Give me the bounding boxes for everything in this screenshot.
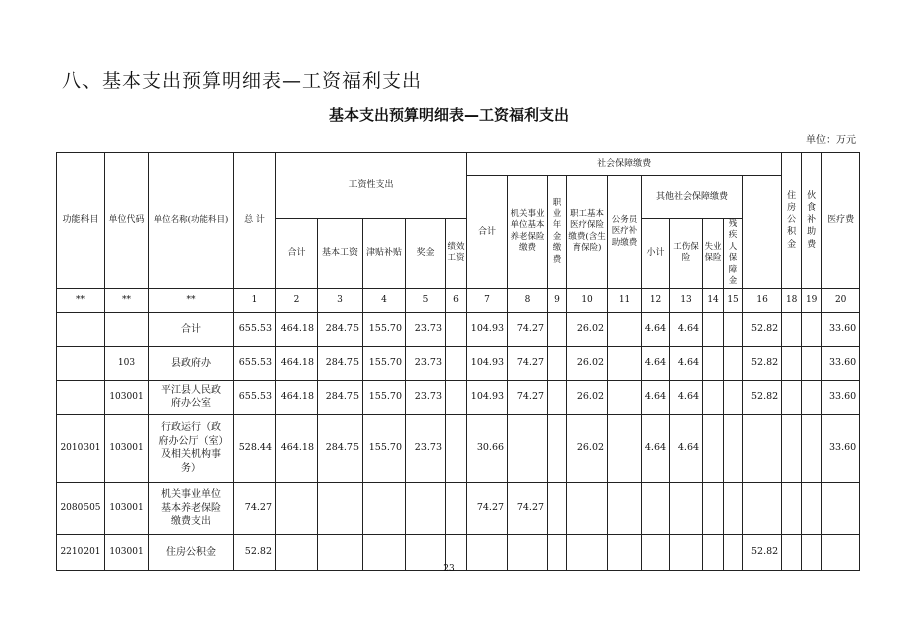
meal-subsidy-cell <box>782 482 802 534</box>
func-subject-cell: 2210201 <box>57 534 105 570</box>
index-cell: 6 <box>446 288 467 312</box>
social-subtotal-cell: 104.93 <box>467 312 508 346</box>
civil-servant-medical-cell <box>608 346 642 380</box>
index-cell: 15 <box>724 288 743 312</box>
wage-subtotal-cell: 464.18 <box>276 414 318 482</box>
annuity-cell <box>548 312 567 346</box>
disability-cell <box>724 380 743 414</box>
social-subtotal-cell: 74.27 <box>467 482 508 534</box>
meal-subsidy-cell <box>782 414 802 482</box>
header-housing-fund: 住房公积金 <box>782 153 802 289</box>
housing-fund-cell: 52.82 <box>743 380 782 414</box>
unemployment-cell <box>703 380 724 414</box>
budget-table <box>56 152 860 571</box>
header-occupational-annuity: 职业年金缴费 <box>548 176 567 289</box>
performance-wage-cell <box>446 414 467 482</box>
header-wage-group: 工资性支出 <box>276 153 467 219</box>
header-meal-subsidy: 伙食补助费 <box>802 153 822 289</box>
header-allowance: 津贴补贴 <box>363 219 406 289</box>
injury-insurance-cell: 4.64 <box>670 380 703 414</box>
index-cell: ** <box>105 288 149 312</box>
medical-insurance-cell: 26.02 <box>567 346 608 380</box>
bonus-cell: 23.73 <box>406 414 446 482</box>
index-cell: 18 <box>782 288 802 312</box>
header-unemployment-insurance: 失业保险 <box>703 219 724 289</box>
func-subject-cell <box>57 346 105 380</box>
unit-name-cell: 合计 <box>149 312 234 346</box>
header-func-subject: 功能科目 <box>57 153 105 289</box>
func-subject-cell: 2010301 <box>57 414 105 482</box>
index-cell: 12 <box>642 288 670 312</box>
unit-name-cell: 县政府办 <box>149 346 234 380</box>
disability-cell <box>724 312 743 346</box>
basic-wage-cell: 284.75 <box>318 380 363 414</box>
civil-servant-medical-cell <box>608 312 642 346</box>
pension-cell: 74.27 <box>508 312 548 346</box>
medical-fee-cell <box>802 414 822 482</box>
performance-wage-cell <box>446 312 467 346</box>
index-cell: 20 <box>822 288 860 312</box>
table-row <box>57 482 860 534</box>
allowance-cell: 155.70 <box>363 312 406 346</box>
header-basic-wage: 基本工资 <box>318 219 363 289</box>
wage-subtotal-cell: 464.18 <box>276 346 318 380</box>
table-row <box>57 312 860 346</box>
allowance-cell <box>363 482 406 534</box>
unit-name-cell: 行政运行（政府办公厅（室）及相关机构事务） <box>149 414 234 482</box>
total-cell: 52.82 <box>234 534 276 570</box>
header-bonus: 奖金 <box>406 219 446 289</box>
index-cell: 4 <box>363 288 406 312</box>
wage-subtotal-cell: 464.18 <box>276 312 318 346</box>
unit-name-cell: 平江县人民政府办公室 <box>149 380 234 414</box>
header-medical-fee: 医疗费 <box>822 153 860 289</box>
index-cell: ** <box>57 288 105 312</box>
disability-cell <box>724 414 743 482</box>
other-subtotal-cell: 4.64 <box>642 346 670 380</box>
other-welfare-cell <box>822 482 860 534</box>
medical-fee-cell <box>802 346 822 380</box>
other-subtotal-cell: 4.64 <box>642 380 670 414</box>
allowance-cell: 155.70 <box>363 380 406 414</box>
index-cell: 10 <box>567 288 608 312</box>
header-social-subtotal: 合计 <box>467 176 508 289</box>
index-cell: 19 <box>802 288 822 312</box>
header-social-group: 社会保障缴费 <box>467 153 782 176</box>
unit-code-cell: 103001 <box>105 534 149 570</box>
other-subtotal-cell: 4.64 <box>642 414 670 482</box>
performance-wage-cell <box>446 380 467 414</box>
index-cell: 2 <box>276 288 318 312</box>
func-subject-cell <box>57 312 105 346</box>
total-cell: 655.53 <box>234 380 276 414</box>
header-unit-code: 单位代码 <box>105 153 149 289</box>
annuity-cell <box>548 414 567 482</box>
unit-label: 单位：万元 <box>806 135 856 146</box>
header-other-subtotal: 小计 <box>642 219 670 289</box>
header-injury-insurance: 工伤保险 <box>670 219 703 289</box>
index-cell: 8 <box>508 288 548 312</box>
housing-fund-cell <box>743 414 782 482</box>
index-cell: 14 <box>703 288 724 312</box>
table-body <box>57 312 860 570</box>
annuity-cell <box>548 346 567 380</box>
header-other-social-group: 其他社会保障缴费 <box>642 176 743 219</box>
header-unit-name: 单位名称(功能科目) <box>149 153 234 289</box>
social-subtotal-cell: 104.93 <box>467 380 508 414</box>
housing-fund-cell: 52.82 <box>743 312 782 346</box>
other-welfare-cell: 33.60 <box>822 380 860 414</box>
index-cell: 13 <box>670 288 703 312</box>
table-header <box>57 153 860 313</box>
bonus-cell <box>406 482 446 534</box>
performance-wage-cell <box>446 482 467 534</box>
header-pension: 机关事业单位基本养老保险缴费 <box>508 176 548 289</box>
meal-subsidy-cell <box>782 312 802 346</box>
unit-code-cell <box>105 312 149 346</box>
pension-cell: 74.27 <box>508 380 548 414</box>
injury-insurance-cell: 4.64 <box>670 414 703 482</box>
header-performance-wage: 绩效工资 <box>446 219 467 289</box>
unit-code-cell: 103001 <box>105 414 149 482</box>
header-total: 总 计 <box>234 153 276 289</box>
unit-name-cell: 住房公积金 <box>149 534 234 570</box>
pension-cell <box>508 414 548 482</box>
annuity-cell <box>548 380 567 414</box>
other-welfare-cell: 33.60 <box>822 312 860 346</box>
unit-name-cell: 机关事业单位基本养老保险缴费支出 <box>149 482 234 534</box>
header-wage-subtotal: 合计 <box>276 219 318 289</box>
unemployment-cell <box>703 414 724 482</box>
index-row <box>57 288 860 312</box>
social-subtotal-cell: 104.93 <box>467 346 508 380</box>
unit-code-cell: 103001 <box>105 482 149 534</box>
basic-wage-cell: 284.75 <box>318 414 363 482</box>
unit-code-cell: 103001 <box>105 380 149 414</box>
other-welfare-cell: 33.60 <box>822 346 860 380</box>
other-subtotal-cell: 4.64 <box>642 312 670 346</box>
header-civil-servant-medical: 公务员医疗补助缴费 <box>608 176 642 289</box>
meal-subsidy-cell <box>782 380 802 414</box>
allowance-cell: 155.70 <box>363 414 406 482</box>
index-cell: 7 <box>467 288 508 312</box>
index-cell: 1 <box>234 288 276 312</box>
index-cell: ** <box>149 288 234 312</box>
total-cell: 74.27 <box>234 482 276 534</box>
injury-insurance-cell: 4.64 <box>670 346 703 380</box>
section-heading: 八、基本支出预算明细表—工资福利支出 <box>62 70 423 92</box>
index-cell: 5 <box>406 288 446 312</box>
medical-insurance-cell: 26.02 <box>567 380 608 414</box>
annuity-cell <box>548 482 567 534</box>
unit-code-cell: 103 <box>105 346 149 380</box>
pension-cell: 74.27 <box>508 346 548 380</box>
unemployment-cell <box>703 312 724 346</box>
medical-fee-cell <box>802 312 822 346</box>
housing-fund-cell <box>743 482 782 534</box>
other-welfare-cell: 33.60 <box>822 414 860 482</box>
func-subject-cell <box>57 380 105 414</box>
civil-servant-medical-cell <box>608 482 642 534</box>
medical-insurance-cell: 26.02 <box>567 414 608 482</box>
medical-fee-cell <box>802 380 822 414</box>
disability-cell <box>724 346 743 380</box>
header-disability-fund: 残疾人保障金 <box>724 219 743 289</box>
bonus-cell: 23.73 <box>406 346 446 380</box>
housing-fund-cell: 52.82 <box>743 346 782 380</box>
housing-fund-cell: 52.82 <box>743 534 782 570</box>
medical-fee-cell <box>802 482 822 534</box>
page-number: 23 <box>443 564 455 574</box>
injury-insurance-cell: 4.64 <box>670 312 703 346</box>
table-row <box>57 380 860 414</box>
total-cell: 528.44 <box>234 414 276 482</box>
bonus-cell: 23.73 <box>406 312 446 346</box>
performance-wage-cell <box>446 346 467 380</box>
medical-insurance-cell <box>567 482 608 534</box>
civil-servant-medical-cell <box>608 380 642 414</box>
disability-cell <box>724 482 743 534</box>
pension-cell: 74.27 <box>508 482 548 534</box>
unemployment-cell <box>703 346 724 380</box>
index-cell: 11 <box>608 288 642 312</box>
index-cell: 3 <box>318 288 363 312</box>
table-row <box>57 346 860 380</box>
bonus-cell: 23.73 <box>406 380 446 414</box>
basic-wage-cell <box>318 482 363 534</box>
total-cell: 655.53 <box>234 312 276 346</box>
basic-wage-cell: 284.75 <box>318 312 363 346</box>
unemployment-cell <box>703 482 724 534</box>
index-cell: 9 <box>548 288 567 312</box>
wage-subtotal-cell: 464.18 <box>276 380 318 414</box>
allowance-cell: 155.70 <box>363 346 406 380</box>
civil-servant-medical-cell <box>608 414 642 482</box>
basic-wage-cell: 284.75 <box>318 346 363 380</box>
medical-insurance-cell: 26.02 <box>567 312 608 346</box>
injury-insurance-cell <box>670 482 703 534</box>
header-medical-insurance: 职工基本医疗保险缴费(含生育保险) <box>567 176 608 289</box>
other-subtotal-cell <box>642 482 670 534</box>
index-cell: 16 <box>743 288 782 312</box>
social-subtotal-cell: 30.66 <box>467 414 508 482</box>
meal-subsidy-cell <box>782 346 802 380</box>
table-title: 基本支出预算明细表—工资福利支出 <box>328 106 569 124</box>
table-row <box>57 414 860 482</box>
total-cell: 655.53 <box>234 346 276 380</box>
func-subject-cell: 2080505 <box>57 482 105 534</box>
wage-subtotal-cell <box>276 482 318 534</box>
